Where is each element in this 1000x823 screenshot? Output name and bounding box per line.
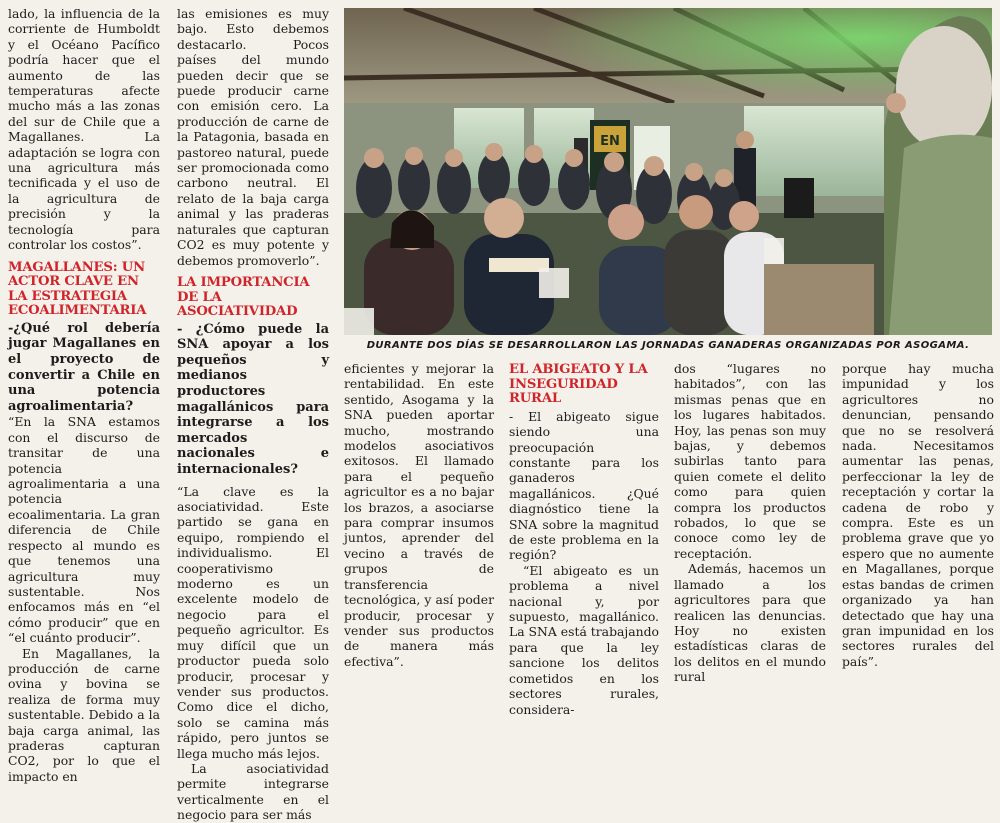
paragraph: “La clave es la asociatividad. Este partido se gana en equipo, rompiendo el individualismo. El cooperativismo moderno es un excelente modelo de negocio para el pequeño agricultor. Es muy difícil que un productor pueda solo producir, procesar y vender sus productos. Como dice el dicho, solo se camina más rápido, pero juntos se llega mucho más lejos.: [177, 483, 329, 761]
section-heading: MAGALLANES: UN ACTOR CLAVE EN LA ESTRATEGIA ECOALIMENTARIA: [8, 259, 147, 319]
audience-photo-illustration: [344, 8, 992, 335]
paragraph: dos “lugares no habitados”, con las mismas penas que en los lugares habitados. Hoy, las penas son muy bajas, y debemos subirlas tanto para quien comete el delito como para quien compra los productos robados, lo que se conoce como ley de receptación.: [674, 361, 826, 561]
photo-caption: DURANTE DOS DÍAS SE DESARROLLARON LAS JORNADAS GANADERAS ORGANIZADAS POR ASOGAMA.: [366, 340, 970, 351]
section-heading: LA IMPORTANCIA DE LA ASOCIATIVIDAD: [177, 274, 310, 320]
article-column-2: [177, 6, 329, 823]
event-photo: [344, 8, 992, 335]
paragraph: lado, la influencia de la corriente de Humboldt y el Océano Pacífico podría hacer que el aumento de las temperaturas afecte mucho más a las zonas del sur de Chile que a Magallanes. La adaptación se logra con una agricultura más tecnificada y el uso de la agricultura de precisión y la tecnología para controlar los costos”.: [8, 6, 160, 253]
article-column-1: [8, 6, 160, 784]
paragraph: - El abigeato sigue siendo una preocupación constante para los ganaderos magallánicos. ¿Qué diagnóstico tiene la SNA sobre la magnitud de este problema en la región?: [509, 408, 659, 563]
paragraph: Además, hacemos un llamado a los agricultores para que realicen las denuncias. Hoy no existen estadísticas claras de los delitos en el mundo rural: [674, 561, 826, 685]
paragraph: La asociatividad permite integrarse verticalmente en el negocio para ser más: [177, 760, 329, 823]
article-column-4: [509, 363, 659, 717]
interview-question: -¿Qué rol debería jugar Magallanes en el proyecto de convertir a Chile en una potencia agroalimentaria?: [8, 320, 160, 414]
paragraph: porque hay mucha impunidad y los agricultores no denuncian, pensando que no se resolverá nada. Necesitamos aumentar las penas, perfeccionar la ley de receptación y cortar la cadena de robo y compra. Este es un problema grave que yo espero que no aumente en Magallanes, porque estas bandas de crimen organizado ya han detectado que hay una gran impunidad en los sectores rurales del país”.: [842, 361, 994, 669]
article-column-5: [674, 361, 826, 685]
paragraph: las emisiones es muy bajo. Esto debemos destacarlo. Pocos países del mundo pueden decir que se puede producir carne con emisión cero. La producción de carne de la Patagonia, basada en pastoreo natural, puede ser promocionada como carbono neutral. El relato de la baja carga animal y las praderas naturales que capturan CO2 es muy potente y debemos promoverlo”.: [177, 6, 329, 268]
paragraph: eficientes y mejorar la rentabilidad. En este sentido, Asogama y la SNA pueden aportar mucho, mostrando modelos asociativos exitosos. El llamado para el pequeño agricultor es a no bajar los brazos, a asociarse para comprar insumos juntos, aprender del vecino a través de grupos de transferencia tecnológica, y así poder producir, procesar y vender sus productos de manera más efectiva”.: [344, 361, 494, 669]
interview-question: - ¿Cómo puede la SNA apoyar a los pequeños y medianos productores magallánicos para integrarse a los mercados nacionales e internacionales?: [177, 321, 329, 478]
article-column-6: [842, 361, 994, 669]
paragraph: “El abigeato es un problema a nivel nacional y, por supuesto, magallánico. La SNA está trabajando para que la ley sancione los delitos cometidos en los sectores rurales, considera-: [509, 562, 659, 717]
section-heading: EL ABIGEATO Y LA INSEGURIDAD RURAL: [509, 362, 648, 407]
banner-logo: EN: [600, 134, 620, 149]
paragraph: “En la SNA estamos con el discurso de transitar de una potencia agroalimentaria a una potencia ecoalimentaria. La gran diferencia de Chile respecto al mundo es que tenemos una agricultura muy sustentable. Nos enfocamos más en “el cómo producir” que en “el cuánto producir”.: [8, 414, 160, 646]
article-column-3: [344, 361, 494, 669]
paragraph: En Magallanes, la producción de carne ovina y bovina se realiza de forma muy sustentable. Debido a la baja carga animal, las praderas capturan CO2, por lo que el impacto en: [8, 645, 160, 784]
